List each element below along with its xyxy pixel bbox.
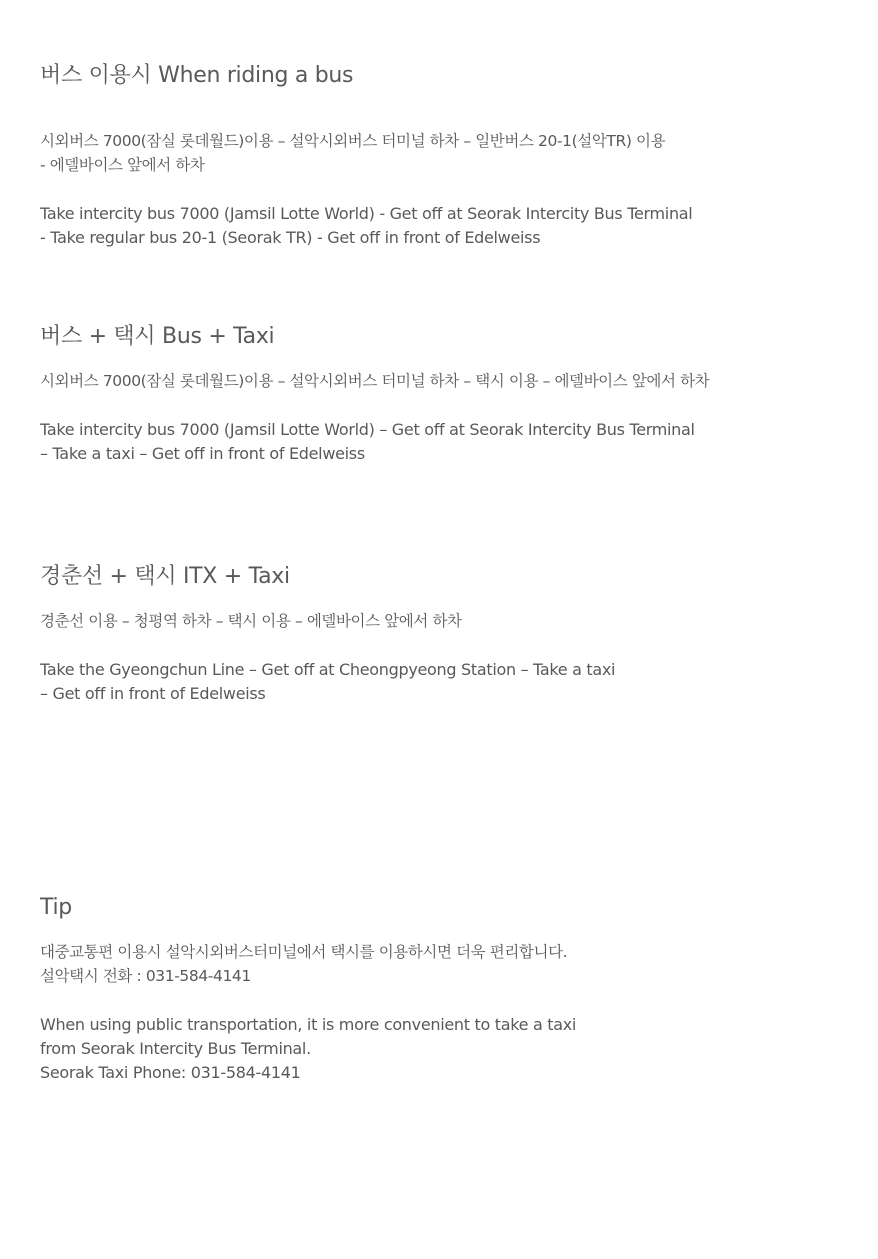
section-itx-taxi xyxy=(40,563,840,591)
text-line: Take intercity bus 7000 (Jamsil Lotte World) - Get off at Seorak Intercity Bus Terminal xyxy=(40,204,693,223)
text-line: 경춘선 이용 – 청평역 하차 – 택시 이용 – 에델바이스 앞에서 하차 xyxy=(40,612,462,630)
text-line: 시외버스 7000(잠실 롯데월드)이용 – 설악시외버스 터미널 하차 – 일반버스 20-1(설악TR) 이용 xyxy=(40,132,666,150)
section-bus-korean-text xyxy=(40,129,840,177)
text-line: - 에델바이스 앞에서 하차 xyxy=(40,156,205,174)
tip-english-text xyxy=(40,1013,840,1085)
text-line: Take the Gyeongchun Line – Get off at Cheongpyeong Station – Take a taxi xyxy=(40,660,616,679)
text-line: from Seorak Intercity Bus Terminal. xyxy=(40,1039,311,1058)
text-line: 설악택시 전화 : 031-584-4141 xyxy=(40,967,251,985)
text-line: When using public transportation, it is more convenient to take a taxi xyxy=(40,1015,577,1034)
section-heading-bus: 버스 이용시 When riding a bus xyxy=(40,63,354,88)
text-line: 대중교통편 이용시 설악시외버스터미널에서 택시를 이용하시면 더욱 편리합니다. xyxy=(40,943,568,961)
text-line: Seorak Taxi Phone: 031-584-4141 xyxy=(40,1063,301,1082)
text-line: – Get off in front of Edelweiss xyxy=(40,684,266,703)
text-line: – Take a taxi – Get off in front of Edelweiss xyxy=(40,444,365,463)
section-itx-taxi-english-text xyxy=(40,658,840,706)
section-heading-itx-taxi: 경춘선 + 택시 ITX + Taxi xyxy=(40,564,290,589)
tip-section xyxy=(40,894,840,922)
section-itx-taxi-korean-text xyxy=(40,609,840,633)
section-bus-taxi-korean-text xyxy=(40,369,840,393)
text-line: Take intercity bus 7000 (Jamsil Lotte World) – Get off at Seorak Intercity Bus Terminal xyxy=(40,420,695,439)
section-bus-english-text xyxy=(40,202,840,250)
tip-heading: Tip xyxy=(40,895,72,920)
section-bus xyxy=(40,62,840,90)
tip-korean-text xyxy=(40,940,840,988)
text-line: - Take regular bus 20-1 (Seorak TR) - Get off in front of Edelweiss xyxy=(40,228,541,247)
section-heading-bus-taxi: 버스 + 택시 Bus + Taxi xyxy=(40,324,275,349)
text-line: 시외버스 7000(잠실 롯데월드)이용 – 설악시외버스 터미널 하차 – 택시 이용 – 에델바이스 앞에서 하차 xyxy=(40,372,710,390)
section-bus-taxi xyxy=(40,323,840,351)
section-bus-taxi-english-text xyxy=(40,418,840,466)
